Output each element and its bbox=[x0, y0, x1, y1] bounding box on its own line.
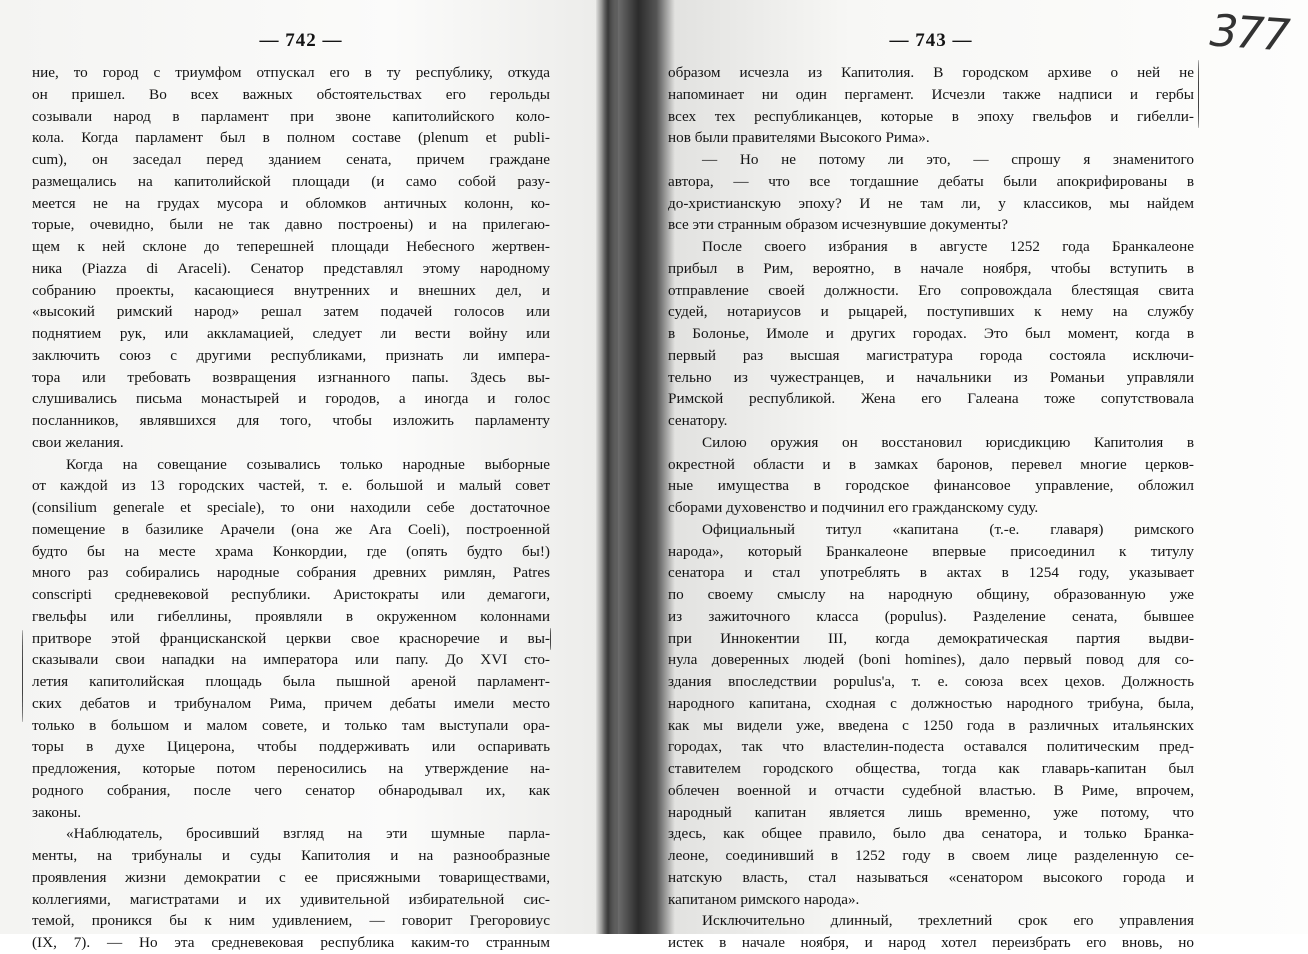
text-line: отправление своей должности. Его сопровождала блестящая свита bbox=[668, 281, 1194, 299]
text-line: окрестной области и в замках баронов, перевел многие церков- bbox=[668, 455, 1194, 473]
text-line: народного капитана, сходная с должностью народного трибуна, была, bbox=[668, 694, 1194, 712]
text-line: менты, на трибуналы и суды Капитолия и на разнообразные bbox=[32, 847, 550, 864]
text-line: ника (Piazza di Araceli). Сенатор представлял этому народному bbox=[32, 259, 550, 277]
text-line: в Болонье, Имоле и других городах. Это был момент, когда в bbox=[668, 325, 1194, 342]
handwritten-page-note: 377 bbox=[1208, 5, 1290, 62]
text-line: из зажиточного класса (populus). Разделение сената, бывшее bbox=[668, 607, 1194, 625]
text-line: сказывали свои нападки на императора или папу. До XVI сто- bbox=[32, 651, 550, 669]
text-line: леоне, соединивший в 1252 году в своем лице разделенную се- bbox=[668, 847, 1194, 864]
text-line: нов были правителями Высокого Рима». bbox=[668, 129, 930, 147]
text-line: притворе этой францисканской церкви свое красноречие и вы- bbox=[32, 629, 550, 647]
right-page bbox=[668, 30, 1194, 954]
text-line: образом исчезла из Капитолия. В городском архиве о ней не bbox=[668, 64, 1194, 81]
text-line: заключить союз с другими республиками, признать ли импера- bbox=[32, 346, 550, 364]
text-line: (IX, 7). — Но эта средневековая республика каким-то странным bbox=[32, 934, 550, 951]
text-line: (consilium generale et speciale), то они находили себе достаточное bbox=[32, 499, 550, 516]
text-line: гвельфы или гибеллины, проявляли в окруженном колоннами bbox=[32, 607, 550, 625]
right-page-text bbox=[668, 62, 1194, 954]
text-line: — Но не потому ли это, — спрошу я знаменитого bbox=[702, 151, 1194, 168]
margin-pencil-mark-left bbox=[22, 630, 23, 722]
text-line: Римской республикой. Жена его Галеана тоже сопутствовала bbox=[668, 390, 1194, 408]
margin-pencil-mark-center bbox=[550, 628, 551, 650]
text-line: народа», который Бранкалеоне впервые присоединил к титулу bbox=[668, 542, 1194, 560]
left-page-text bbox=[32, 62, 550, 954]
text-line: напоминает ни один пергамент. Исчезли также надписи и гербы bbox=[668, 85, 1194, 103]
text-line: помещение в базилике Арачели (она же Ara Coeli), построенной bbox=[32, 520, 550, 538]
text-line: предложения, которые потом переносились на утверждение на- bbox=[32, 760, 550, 777]
text-line: щем к ней склоне до теперешней площади Небесного жертвен- bbox=[32, 238, 550, 255]
text-line: городах, так что властелин-подеста оставался политическим пред- bbox=[668, 738, 1194, 756]
text-line: здесь, как общее правило, было два сенатора, и только Бранка- bbox=[668, 825, 1194, 843]
text-line: много раз собирались народные собрания древних римлян, Patres bbox=[32, 564, 550, 582]
text-line: судей, нотариусов и рыцарей, поступивших к нему на службу bbox=[668, 303, 1194, 321]
text-line: Исключительно длинный, трехлетний срок его управления bbox=[702, 912, 1194, 930]
text-line: ние, то город с триумфом отпускал его в ту республику, откуда bbox=[32, 64, 550, 81]
left-page-number: — 742 — bbox=[259, 30, 343, 51]
text-line: свои желания. bbox=[32, 433, 124, 451]
text-line: созывали народ в парламент при звоне капитолийского коло- bbox=[32, 107, 550, 125]
text-line: всех тех республиканцев, которые в эпоху гвельфов и гибелли- bbox=[668, 107, 1194, 125]
text-line: посланников, являвшихся для того, чтобы изложить парламенту bbox=[32, 412, 550, 429]
text-line: до-христианскую эпоху? И не там ли, у классиков, мы найдем bbox=[668, 194, 1194, 212]
text-line: тора или требовать возвращения изгнанного папы. Здесь вы- bbox=[32, 368, 550, 386]
text-line: коллегиями, магистратами и их удивительной избирательной сис- bbox=[32, 890, 550, 908]
text-line: «Наблюдатель, бросивший взгляд на эти шумные парла- bbox=[66, 825, 550, 843]
text-line: сенатору. bbox=[668, 412, 728, 429]
text-line: cum), он заседал перед зданием сената, причем граждане bbox=[32, 151, 550, 168]
text-line: ставителем городского общества, тогда как главарь-капитан был bbox=[668, 760, 1194, 777]
text-line: капитаном римского народа». bbox=[668, 890, 860, 908]
text-line: от каждой из 13 городских частей, т. е. большой и малый совет bbox=[32, 477, 550, 495]
text-line: ских дебатов и трибуналом Рима, причем дебаты имели место bbox=[32, 694, 550, 712]
right-page-number: — 743 — bbox=[889, 30, 973, 51]
text-line: проявления жизни демократии с ее присяжными товариществами, bbox=[32, 868, 550, 886]
text-line: ные имущества в городское финансовое управление, обложил bbox=[668, 477, 1194, 495]
text-line: здания впоследствии populus'а, т. е. союза всех цехов. Должность bbox=[668, 673, 1194, 690]
text-line: как мы видели уже, введена с 1250 года в различных итальянских bbox=[668, 716, 1194, 734]
text-line: кола. Когда парламент был в полном составе (plenum et publi- bbox=[32, 129, 550, 147]
text-line: натскую власть, стал называться «сенатором высокого города и bbox=[668, 868, 1194, 886]
text-line: сборами духовенство и подчинил его гражданскому суду. bbox=[668, 499, 1039, 516]
text-line: будто бы на месте храма Конкордии, где (опять будто бы!) bbox=[32, 542, 550, 560]
text-line: по своему смыслу на народную общину, образованную уже bbox=[668, 586, 1194, 603]
text-line: торые, очевидно, были не так давно построены) и на прилегаю- bbox=[32, 216, 550, 234]
text-line: слушивались письма монастырей и городов, а иногда и голос bbox=[32, 390, 550, 408]
left-page bbox=[32, 30, 550, 954]
text-line: при Иннокентии III, когда демократическая партия выдви- bbox=[668, 629, 1194, 647]
text-line: первый раз высшая магистратура города состояла исключи- bbox=[668, 346, 1194, 364]
text-line: меется не на грудах мусора и обломков античных колонн, ко- bbox=[32, 194, 550, 212]
text-line: Официальный титул «капитана (т.-е. главаря) римского bbox=[702, 520, 1194, 538]
text-line: прибыл в Рим, вероятно, в начале ноября, чтобы вступить в bbox=[668, 259, 1194, 277]
text-line: поднятием рук, или аккламацией, следует ли вести войну или bbox=[32, 325, 550, 342]
text-line: После своего избрания в августе 1252 года Бранкалеоне bbox=[702, 238, 1194, 255]
text-line: облечен военной и отчасти судебной властью. В Риме, впрочем, bbox=[668, 781, 1194, 799]
text-line: автора, — что все тогдашние дебаты были апокрифированы в bbox=[668, 172, 1194, 190]
text-line: conscripti средневековой республики. Аристократы или демагоги, bbox=[32, 586, 550, 603]
text-line: все эти странным образом исчезнувшие документы? bbox=[668, 216, 1008, 234]
text-line: торы в духе Цицерона, чтобы поддерживать или оспаривать bbox=[32, 738, 550, 756]
text-line: «высокий римский народ» решал затем подачей голосов или bbox=[32, 303, 550, 321]
text-line: Когда на совещание созывались только народные выборные bbox=[66, 455, 550, 473]
book-gutter bbox=[596, 0, 618, 934]
text-line: тельно из чужестранцев, и начальники из Романьи управляли bbox=[668, 368, 1194, 386]
text-line: законы. bbox=[32, 803, 82, 821]
text-line: собранию проекты, касающиеся внутренних и внешних дел, и bbox=[32, 281, 550, 299]
text-line: летия капитолийская площадь была пышной ареной парламент- bbox=[32, 673, 550, 690]
text-line: родного собрания, после чего сенатор обнародывал их, как bbox=[32, 781, 550, 799]
text-line: истек в начале ноября, и народ хотел переизбрать его вновь, но bbox=[668, 934, 1194, 951]
text-line: нула доверенных людей (boni homines), дало первый повод для со- bbox=[668, 651, 1194, 669]
text-line: темой, проникся бы к ним удивлением, — говорит Грегоровиус bbox=[32, 912, 550, 930]
text-line: народный капитан является лишь временно, уже потому, что bbox=[668, 803, 1194, 821]
text-line: размещались на капитолийской площади (и само собой разу- bbox=[32, 172, 550, 190]
text-line: сенатора и стал употреблять в актах в 1254 году, указывает bbox=[668, 564, 1194, 582]
text-line: Силою оружия он восстановил юрисдикцию Капитолия в bbox=[702, 433, 1194, 451]
text-line: он пришел. Во всех важных обстоятельствах его герольды bbox=[32, 85, 550, 103]
text-line: только в большом и малом совете, и только там выступали ора- bbox=[32, 716, 550, 734]
margin-pencil-mark-right bbox=[1198, 60, 1199, 128]
